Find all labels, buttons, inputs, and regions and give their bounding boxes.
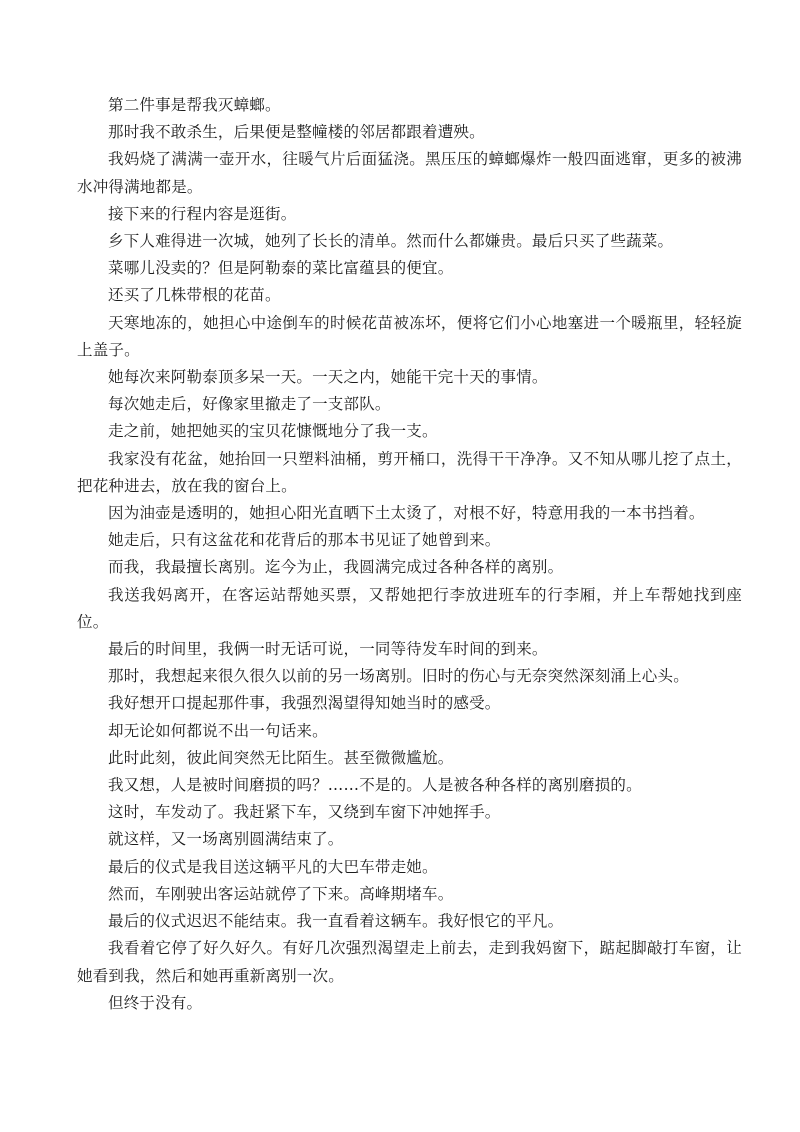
paragraph: 还买了几株带根的花苗。 bbox=[108, 286, 281, 305]
paragraph: 我妈烧了满满一壶开水，往暖气片后面猛浇。黑压压的蟑螂爆炸一般四面逃窜，更多的被沸水冲得满地都是。 bbox=[77, 150, 742, 196]
paragraph: 我送我妈离开，在客运站帮她买票，又帮她把行李放进班车的行李厢，并上车帮她找到座位。 bbox=[77, 585, 742, 631]
paragraph: 天寒地冻的，她担心中途倒车的时候花苗被冻坏，便将它们小心地塞进一个暖瓶里，轻轻旋上盖子。 bbox=[77, 313, 742, 359]
paragraph: 却无论如何都说不出一句话来。 bbox=[108, 721, 328, 740]
paragraph: 但终于没有。 bbox=[108, 993, 203, 1012]
paragraph: 最后的仪式是我目送这辆平凡的大巴车带走她。 bbox=[108, 857, 438, 876]
paragraph: 因为油壶是透明的，她担心阳光直晒下土太烫了，对根不好，特意用我的一本书挡着。 bbox=[108, 504, 705, 523]
paragraph: 那时，我想起来很久很久以前的另一场离别。旧时的伤心与无奈突然深刻涌上心头。 bbox=[108, 667, 689, 686]
paragraph: 最后的时间里，我俩一时无话可说，一同等待发车时间的到来。 bbox=[108, 640, 548, 659]
paragraph: 我又想，人是被时间磨损的吗？……不是的。人是被各种各样的离别磨损的。 bbox=[108, 776, 642, 795]
paragraph: 我看着它停了好久好久。有好几次强烈渴望走上前去，走到我妈窗下，踮起脚敲打车窗，让她看到我，然后和她再重新离别一次。 bbox=[77, 939, 742, 985]
paragraph: 每次她走后，好像家里撤走了一支部队。 bbox=[108, 395, 391, 414]
paragraph: 我家没有花盆，她抬回一只塑料油桶，剪开桶口，洗得干干净净。又不知从哪儿挖了点土，把花种进去，放在我的窗台上。 bbox=[77, 449, 742, 495]
paragraph: 她走后，只有这盆花和花背后的那本书见证了她曾到来。 bbox=[108, 531, 501, 550]
paragraph: 接下来的行程内容是逛街。 bbox=[108, 204, 297, 223]
paragraph: 然而，车刚驶出客运站就停了下来。高峰期堵车。 bbox=[108, 884, 454, 903]
paragraph: 第二件事是帮我灭蟑螂。 bbox=[108, 96, 281, 114]
paragraph: 她每次来阿勒泰顶多呆一天。一天之内，她能干完十天的事情。 bbox=[108, 368, 548, 387]
paragraph: 乡下人难得进一次城，她列了长长的清单。然而什么都嫌贵。最后只买了些蔬菜。 bbox=[108, 232, 674, 251]
paragraph: 而我，我最擅长离别。迄今为止，我圆满完成过各种各样的离别。 bbox=[108, 558, 564, 577]
paragraph: 那时我不敢杀生，后果便是整幢楼的邻居都跟着遭殃。 bbox=[108, 123, 485, 142]
paragraph: 我好想开口提起那件事，我强烈渴望得知她当时的感受。 bbox=[108, 694, 501, 713]
document-body bbox=[77, 92, 742, 1017]
paragraph: 菜哪儿没卖的？但是阿勒泰的菜比富蕴县的便宜。 bbox=[108, 259, 454, 278]
paragraph: 就这样，又一场离别圆满结束了。 bbox=[108, 830, 344, 849]
paragraph: 走之前，她把她买的宝贝花慷慨地分了我一支。 bbox=[108, 422, 438, 441]
paragraph: 最后的仪式迟迟不能结束。我一直看着这辆车。我好恨它的平凡。 bbox=[108, 912, 564, 931]
paragraph: 此时此刻，彼此间突然无比陌生。甚至微微尴尬。 bbox=[108, 748, 454, 767]
paragraph: 这时，车发动了。我赶紧下车，又绕到车窗下冲她挥手。 bbox=[108, 803, 501, 822]
